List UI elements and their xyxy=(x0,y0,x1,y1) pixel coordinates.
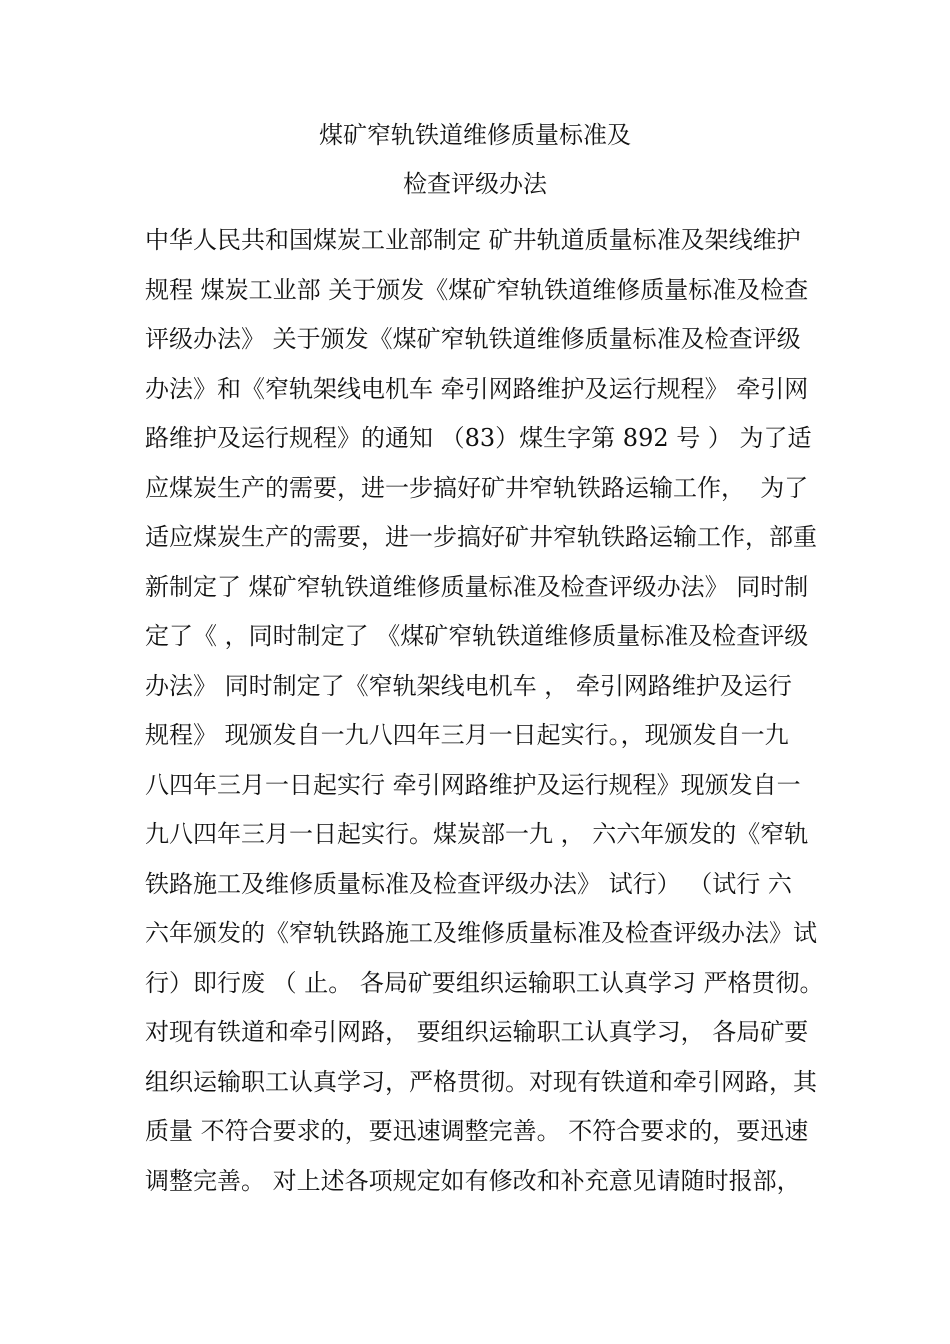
body-line: 办法》 同时制定了《窄轨架线电机车 ， 牵引网路维护及运行 xyxy=(145,671,792,700)
document-title-line-1: 煤矿窄轨铁道维修质量标准及 xyxy=(319,121,631,149)
body-line: 规程 煤炭工业部 关于颁发《煤矿窄轨铁道维修质量标准及检查 xyxy=(145,275,809,304)
document-title-line-2: 检查评级办法 xyxy=(403,170,547,198)
body-line: 定了《 ，同时制定了 《煤矿窄轨铁道维修质量标准及检查评级 xyxy=(145,622,809,650)
body-line: 组织运输职工认真学习，严格贯彻。对现有铁道和牵引网路，其 xyxy=(145,1067,817,1096)
body-line: 评级办法》 关于颁发《煤矿窄轨铁道维修质量标准及检查评级 xyxy=(145,325,801,353)
body-line: 九八四年三月一日起实行。煤炭部一九 ， 六六年颁发的《窄轨 xyxy=(145,820,809,848)
body-line: 行）即行废 （ 止。 各局矿要组织运输职工认真学习 严格贯彻。 xyxy=(145,968,824,997)
body-line: 规程》 现颁发自一九八四年三月一日起实行。，现颁发自一九 xyxy=(145,721,789,749)
body-line: 八四年三月一日起实行 牵引网路维护及运行规程》现颁发自一 xyxy=(145,770,801,799)
body-line: 调整完善。 对上述各项规定如有修改和补充意见请随时报部， xyxy=(145,1166,801,1195)
body-line: 六年颁发的《窄轨铁路施工及维修质量标准及检查评级办法》试 xyxy=(145,919,817,947)
body-line: 质量 不符合要求的，要迅速调整完善。 不符合要求的，要迅速 xyxy=(145,1117,809,1145)
body-line: 对现有铁道和牵引网路， 要组织运输职工认真学习， 各局矿要 xyxy=(145,1018,809,1046)
body-line: 铁路施工及维修质量标准及检查评级办法》 试行） （试行 六 xyxy=(145,869,792,898)
body-line: 中华人民共和国煤炭工业部制定 矿井轨道质量标准及架线维护 xyxy=(145,226,801,254)
document-body xyxy=(145,216,825,1206)
body-line: 路维护及运行规程》的通知 （83）煤生字第 892 号 ） 为了适 xyxy=(145,424,812,452)
body-line: 应煤炭生产的需要，进一步搞好矿井窄轨铁路运输工作， 为了 xyxy=(145,473,809,502)
body-line: 新制定了 煤矿窄轨铁道维修质量标准及检查评级办法》 同时制 xyxy=(145,572,809,601)
body-line: 办法》和《窄轨架线电机车 牵引网路维护及运行规程》 牵引网 xyxy=(145,374,809,403)
body-line: 适应煤炭生产的需要，进一步搞好矿井窄轨铁路运输工作，部重 xyxy=(145,523,817,551)
